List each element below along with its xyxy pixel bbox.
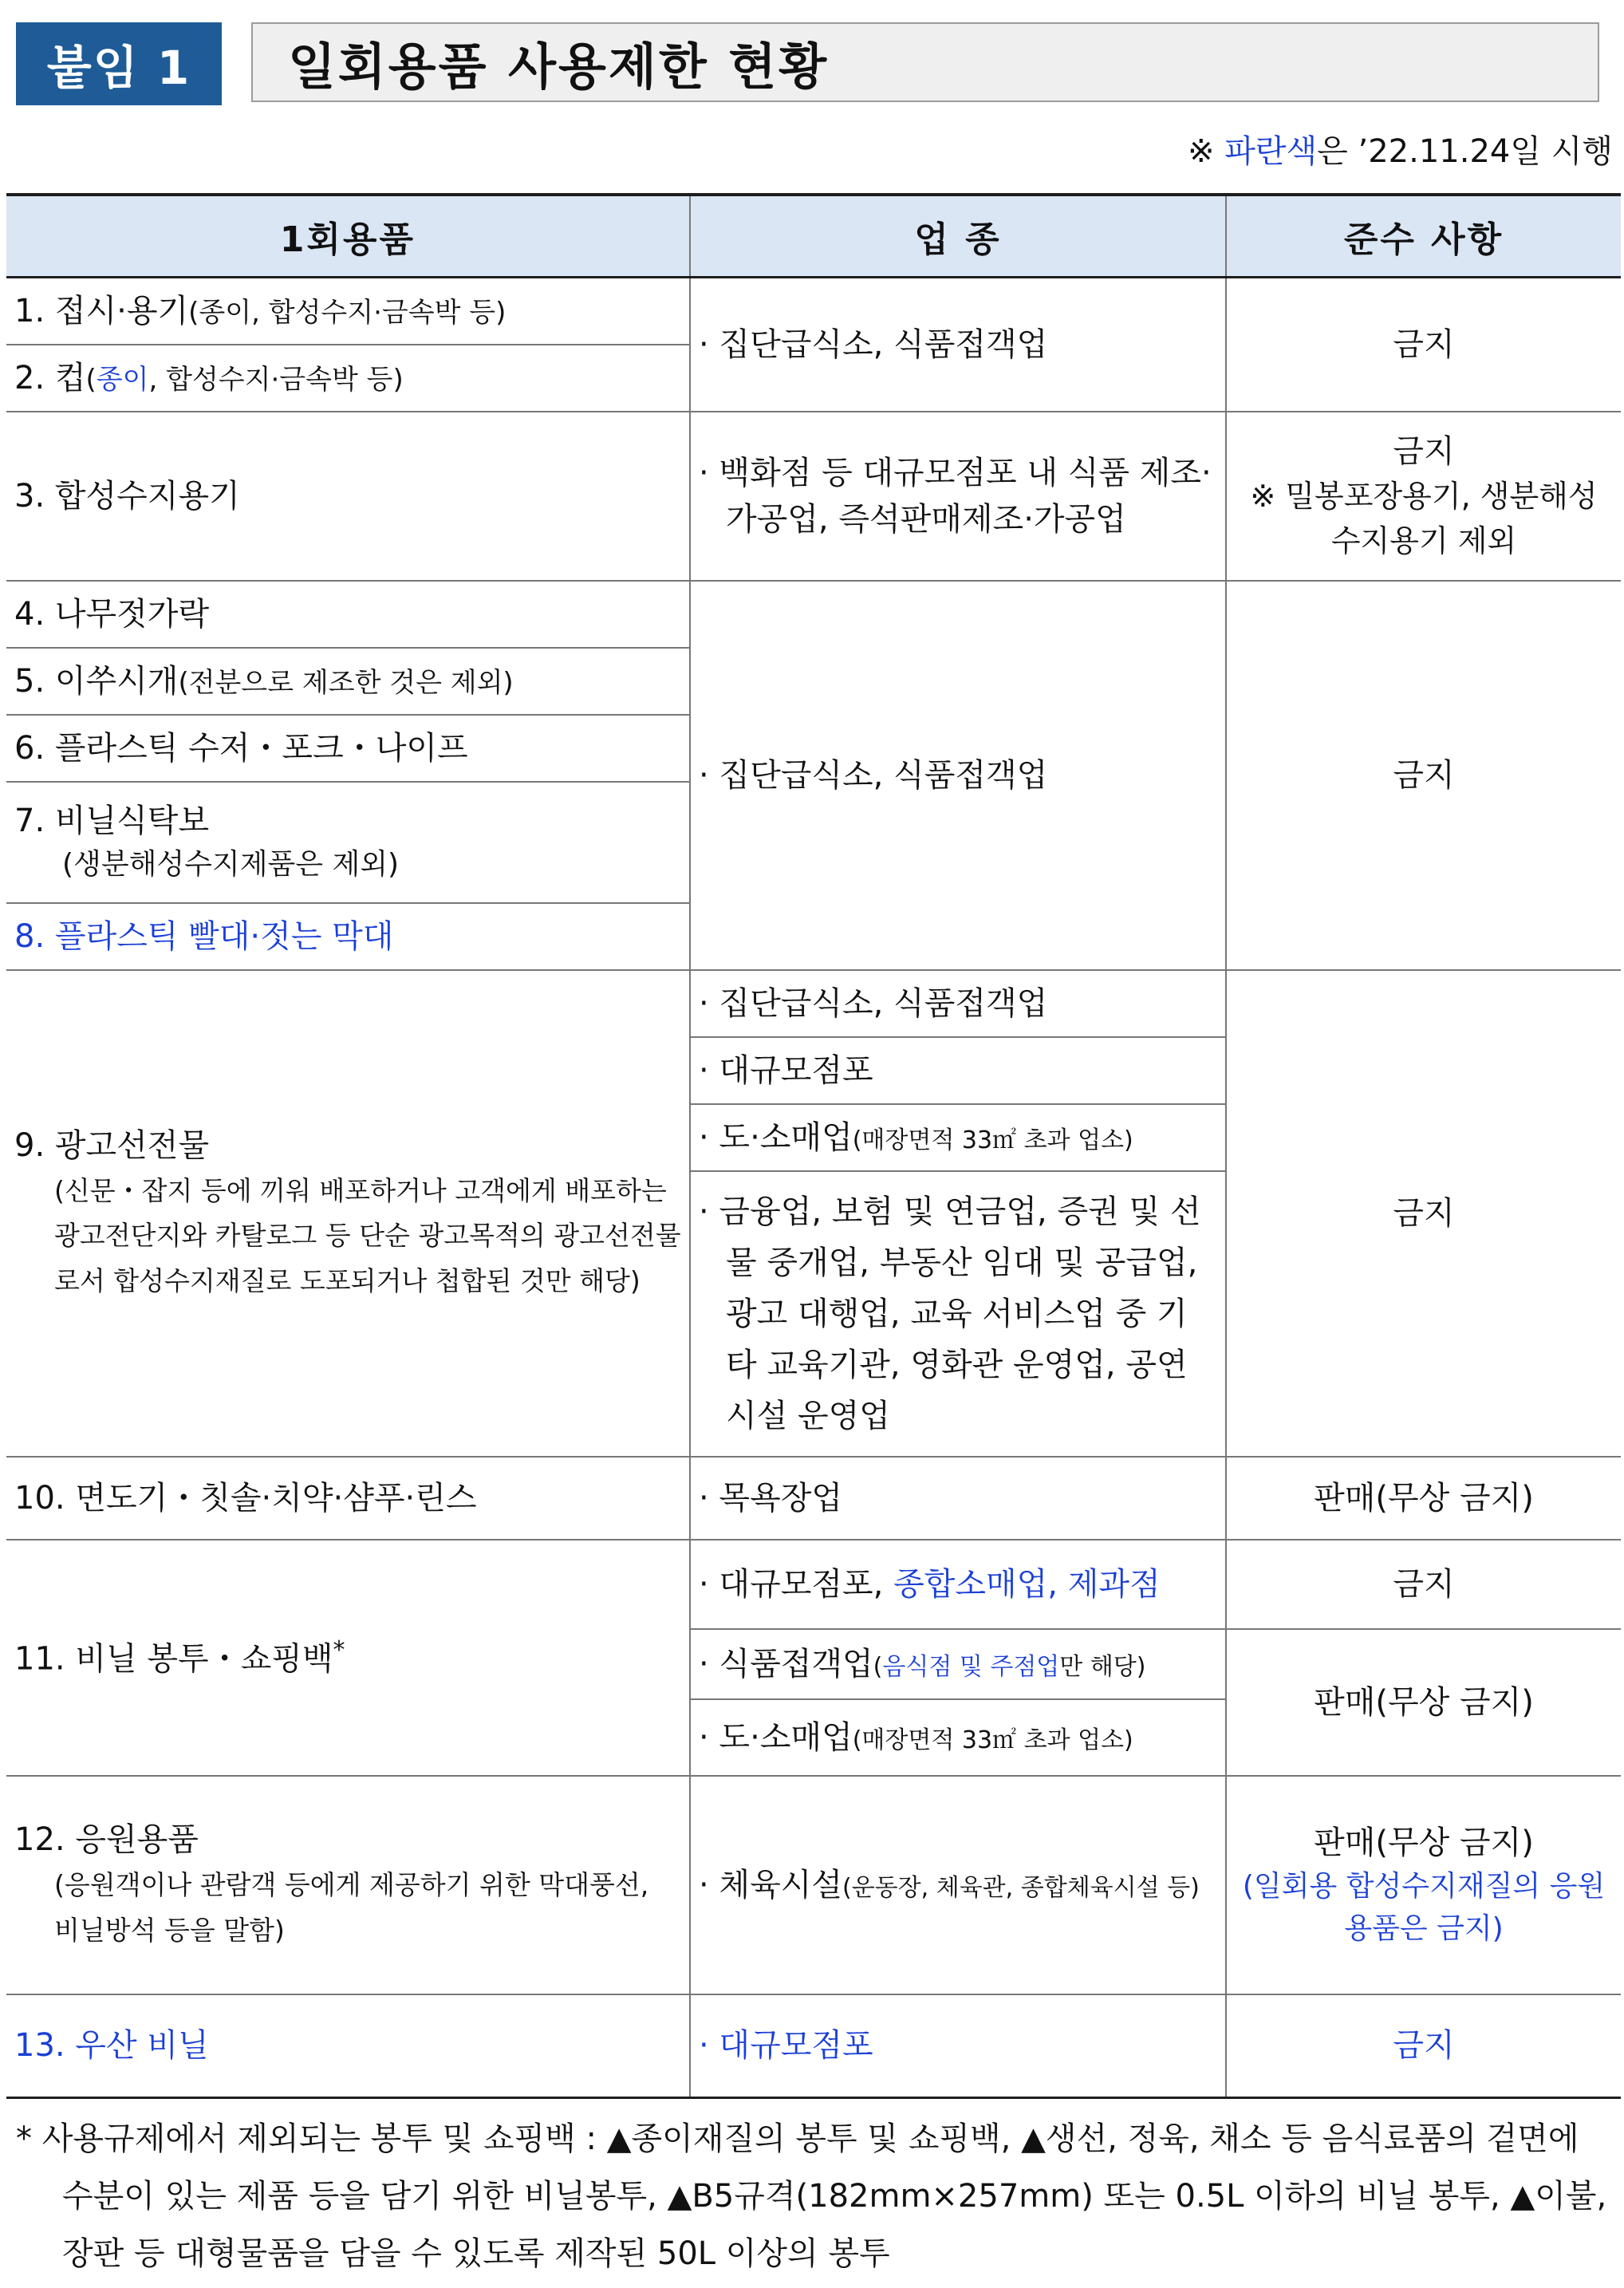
note-blue-text: 파란색	[1224, 133, 1318, 170]
rule-cell: 금지	[1226, 970, 1621, 1457]
business-cell: · 집단급식소, 식품접객업	[690, 581, 1226, 970]
rule-cell: 금지	[1226, 1994, 1621, 2098]
table-header-row	[6, 195, 1621, 278]
page-header	[16, 22, 1608, 105]
business-cell: · 백화점 등 대규모점포 내 식품 제조·가공업, 즉석판매제조·가공업	[690, 412, 1226, 581]
business-cell: · 도·소매업(매장면적 33㎡ 초과 업소)	[690, 1104, 1226, 1171]
item-cell: 11. 비닐 봉투・쇼핑백*	[6, 1540, 690, 1776]
header-business: 업 종	[690, 195, 1226, 278]
business-cell: · 집단급식소, 식품접객업	[690, 970, 1226, 1037]
table-row	[6, 1457, 1621, 1540]
item-cell: 13. 우산 비닐	[6, 1994, 690, 2098]
rule-cell: 금지	[1226, 581, 1621, 970]
business-cell: · 목욕장업	[690, 1457, 1226, 1540]
item-cell: 6. 플라스틱 수저・포크・나이프	[6, 715, 690, 782]
item-cell: 10. 면도기・칫솔·치약·샴푸·린스	[6, 1457, 690, 1540]
rule-cell: 판매(무상 금지) (일회용 합성수지재질의 응원용품은 금지)	[1226, 1776, 1621, 1994]
business-cell: · 집단급식소, 식품접객업	[690, 278, 1226, 412]
rule-cell: 판매(무상 금지)	[1226, 1457, 1621, 1540]
table-row	[6, 1540, 1621, 1629]
business-cell: · 대규모점포	[690, 1037, 1226, 1104]
rule-cell: 금지	[1226, 278, 1621, 412]
table-row	[6, 581, 1621, 648]
table-row	[6, 1994, 1621, 2098]
item-cell: 1. 접시·용기(종이, 합성수지·금속박 등)	[6, 278, 690, 345]
item-cell: 9. 광고선전물 (신문・잡지 등에 끼워 배포하거나 고객에게 배포하는 광고전단지와 카탈로그 등 단순 광고목적의 광고선전물로서 합성수지재질로 도포되거나 첩합된 것만 해당)	[6, 970, 690, 1457]
item-cell: 8. 플라스틱 빨대·젓는 막대	[6, 903, 690, 970]
business-cell: · 식품접객업(음식점 및 주점업만 해당)	[690, 1629, 1226, 1699]
attachment-badge: 붙임 1	[16, 22, 222, 105]
business-cell: · 대규모점포	[690, 1994, 1226, 2098]
business-cell: · 체육시설(운동장, 체육관, 종합체육시설 등)	[690, 1776, 1226, 1994]
header-item: 1회용품	[6, 195, 690, 278]
item-cell: 12. 응원용품 (응원객이나 관람객 등에게 제공하기 위한 막대풍선, 비닐방석 등을 말함)	[6, 1776, 690, 1994]
footnote: * 사용규제에서 제외되는 봉투 및 쇼핑백 : ▲종이재질의 봉투 및 쇼핑백, ▲생선, 정육, 채소 등 음식료품의 겉면에 수분이 있는 제품 등을 담기 위한 비닐봉투, ▲B5규격(182mm×257mm) 또는 0.5L 이하의 비닐 봉투, ▲이불, 장판 등 대형물품을 담을 수 있도록 제작된 50L 이상의 봉투	[16, 2120, 1607, 2272]
item-cell: 4. 나무젓가락	[6, 581, 690, 648]
table-row	[6, 278, 1621, 345]
table-row	[6, 1776, 1621, 1994]
rule-cell: 금지 ※ 밀봉포장용기, 생분해성 수지용기 제외	[1226, 412, 1621, 581]
effective-date-note: ※ 파란색은 ’22.11.24일 시행	[1188, 133, 1613, 170]
page-title: 일회용품 사용제한 현황	[251, 22, 1599, 102]
item-cell: 5. 이쑤시개(전분으로 제조한 것은 제외)	[6, 648, 690, 715]
item-cell: 3. 합성수지용기	[6, 412, 690, 581]
business-cell: · 도·소매업(매장면적 33㎡ 초과 업소)	[690, 1699, 1226, 1776]
restriction-table	[6, 193, 1621, 2099]
rule-cell: 금지	[1226, 1540, 1621, 1629]
header-rule: 준수 사항	[1226, 195, 1621, 278]
rule-cell: 판매(무상 금지)	[1226, 1629, 1621, 1776]
business-cell: · 금융업, 보험 및 연금업, 증권 및 선물 중개업, 부동산 임대 및 공급업, 광고 대행업, 교육 서비스업 중 기타 교육기관, 영화관 운영업, 공연시설 운영업	[690, 1171, 1226, 1457]
item-cell: 2. 컵(종이, 합성수지·금속박 등)	[6, 345, 690, 412]
item-cell: 7. 비닐식탁보 (생분해성수지제품은 제외)	[6, 782, 690, 903]
table-row	[6, 970, 1621, 1037]
business-cell: · 대규모점포, 종합소매업, 제과점	[690, 1540, 1226, 1629]
table-row	[6, 412, 1621, 581]
